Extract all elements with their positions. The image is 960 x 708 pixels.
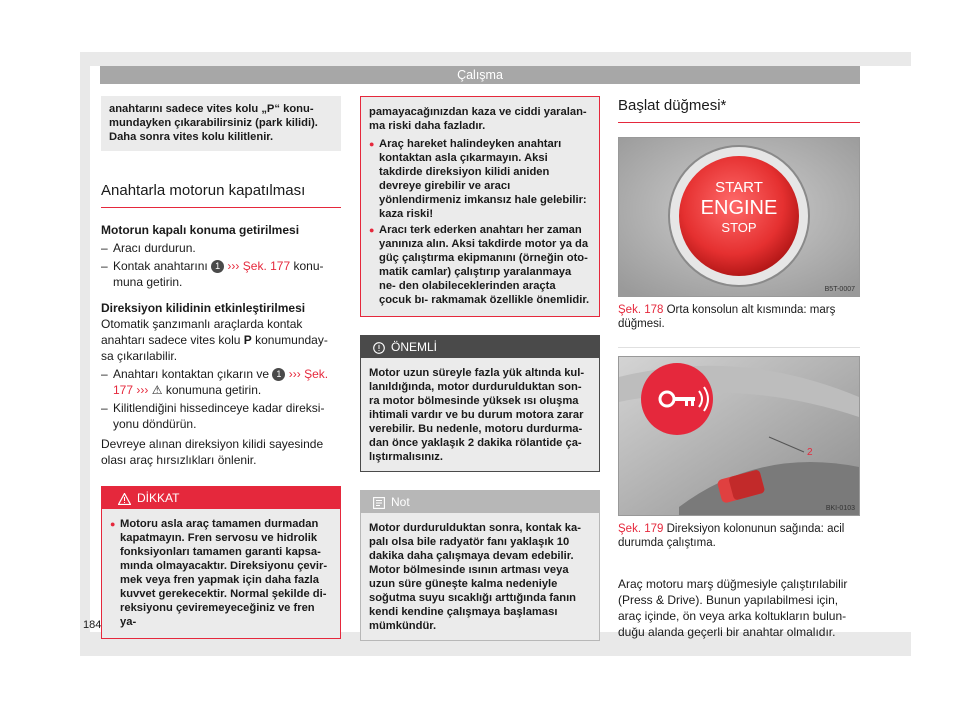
figure-caption	[618, 303, 860, 339]
figure-number: Şek. 178	[618, 304, 664, 316]
position-badge: 1	[211, 260, 224, 273]
step-turn-steering: – Kilitlendiğini hissedinceye kadar direksi- yonu döndürün.	[101, 400, 341, 432]
subheading-engine-off: Motorun kapalı konuma getirilmesi	[101, 223, 300, 237]
intro-box: anahtarını sadece vites kolu „P“ konu- mundayken çıkarabilirsiniz (park kilidi). Daha sonra vites kolu kilitlenir.	[101, 96, 341, 151]
emergency-start-image	[619, 357, 859, 515]
note-box	[360, 490, 600, 641]
warning-header	[102, 487, 340, 509]
warning-triangle-icon	[118, 493, 131, 505]
figure-178	[618, 137, 860, 339]
svg-text:2: 2	[807, 447, 813, 458]
start-label: START	[715, 179, 763, 196]
important-header	[361, 336, 599, 358]
column-right	[618, 96, 860, 640]
arrow-icon: ›››	[227, 259, 240, 273]
step-text: Anahtarı kontaktan çıkarın ve	[113, 367, 270, 381]
step-turn-key	[101, 258, 341, 290]
figure-code: BKI-0103	[825, 505, 855, 512]
engine-label: ENGINE	[700, 197, 778, 219]
info-circle-icon	[373, 342, 385, 354]
stop-label: STOP	[721, 220, 757, 235]
note-header	[361, 491, 599, 513]
step-remove-key	[101, 366, 341, 398]
figure-179	[618, 347, 860, 558]
important-box	[360, 335, 600, 472]
section-title-key-engine-off: Anahtarla motorun kapatılması	[101, 181, 341, 208]
warning-bullet: ● Aracı terk ederken anahtarı her zaman yanınıza alın. Aksi takdirde motor ya da güç çalıştırma ekipmanını (örneğin oto- matik camlar) çalıştırıp yaralanmaya ne- den olabileceklerinden araçta çocuk bı- rakmamak özellikle önemlidir.	[369, 223, 591, 307]
column-left	[101, 96, 341, 639]
note-body: Motor durdurulduktan sonra, kontak ka- palı olsa bile radyatör fanı yaklaşık 10 dakika daha çalışmaya devam edebilir. Motor bölmesinde ısının artması veya uzun süre güneşte kalma nedeniyle soğutma suyu sıcaklığı arttığında fanın kendi kendine çalışmaya başlaması mümkündür.	[361, 513, 599, 640]
warning-body	[361, 97, 599, 316]
note-icon	[373, 497, 385, 509]
paragraph-theft: Devreye alınan direksiyon kilidi sayesinde olası araç hırsızlıkları önlenir.	[101, 437, 324, 467]
warning-body	[102, 509, 340, 638]
note-title: Not	[391, 495, 410, 509]
step-text: konu- muna getirin.	[113, 259, 324, 289]
start-button-paragraph: Araç motoru marş düğmesiyle çalıştırılabilir (Press & Drive). Bunun yapılabilmesi için, araç içinde, ön veya arka koltukların bulun- duğu alanda geçerli bir anahtar olmalıdır.	[618, 577, 848, 639]
chapter-header: Çalışma	[100, 66, 860, 84]
important-body: Motor uzun süreyle fazla yük altında kul- lanıldığında, motor durdurulduktan son- ra motor bölmesinde yüksek ısı oluşma ihtimali vardır ve bu durum motora zarar verebilir. Bu nedenle, motoru durdurma- dan önce yaklaşık 2 dakika rölantide ça- lıştırmalısınız.	[361, 358, 599, 471]
warning-box-continued	[360, 96, 600, 317]
arrow-icon: ›››	[288, 367, 301, 381]
paragraph-text: Otomatik şanzımanlı araçlarda kontak anahtarı sadece vites kolu	[101, 317, 303, 347]
warning-bullet: ● Araç hareket halindeyken anahtarı kontaktan asla çıkarmayın. Aksi takdirde direksiyon kilidi aniden devreye girebilir ve aracı yönlendirmeniz imkansız hale gelebilir: kaza riski!	[369, 137, 591, 221]
figure-link[interactable]: Şek. 177	[242, 259, 291, 273]
warning-box	[101, 486, 341, 639]
important-title: ÖNEMLİ	[391, 340, 438, 354]
paragraph-automatic	[101, 316, 341, 364]
gear-p-label: P	[243, 333, 252, 347]
warning-triangle-icon: ⚠	[151, 383, 163, 397]
subheading-steering-lock: Direksiyon kilidinin etkinleştirilmesi	[101, 301, 306, 315]
step-text: konumuna getirin.	[165, 383, 262, 397]
position-badge: 1	[272, 368, 285, 381]
caption-text: Orta konsolun alt kısmında: marş düğmesi.	[618, 304, 836, 330]
step-text: Kontak anahtarını	[113, 259, 208, 273]
step-stop-vehicle: – Aracı durdurun.	[101, 240, 341, 256]
arrow-icon: ›››	[136, 383, 149, 397]
emergency-start-figure	[618, 356, 860, 516]
paragraph-text: konumunday- sa çıkarılabilir.	[101, 333, 328, 363]
caption-text: Direksiyon kolonunun sağında: acil durumda çalıştıma.	[618, 523, 845, 549]
page-number: 184	[83, 619, 102, 631]
figure-code: B5T-0007	[824, 286, 855, 293]
warning-title: DİKKAT	[137, 491, 180, 505]
figure-caption	[618, 522, 860, 558]
figure-link[interactable]: Şek. 177	[113, 367, 329, 397]
warning-bullet: ● Motoru asla araç tamamen durmadan kapatmayın. Fren servosu ve hidrolik fonksiyonları tamamen garanti kapsa- mında olmayacaktır. Direksiyonu çevir- mek veya fren yapmak için daha fazla kuvvet gerekecektir. Normal şekilde di- reksiyonu çeviremeyeceğiniz ve fren ya-	[110, 517, 332, 629]
start-button-figure	[618, 137, 860, 297]
section-title-start-button: Başlat düğmesi*	[618, 96, 860, 123]
warning-continued-text: pamayacağınızdan kaza ve ciddi yaralan- ma riski daha fazladır.	[369, 106, 587, 132]
column-middle	[360, 96, 600, 641]
figure-number: Şek. 179	[618, 523, 664, 535]
